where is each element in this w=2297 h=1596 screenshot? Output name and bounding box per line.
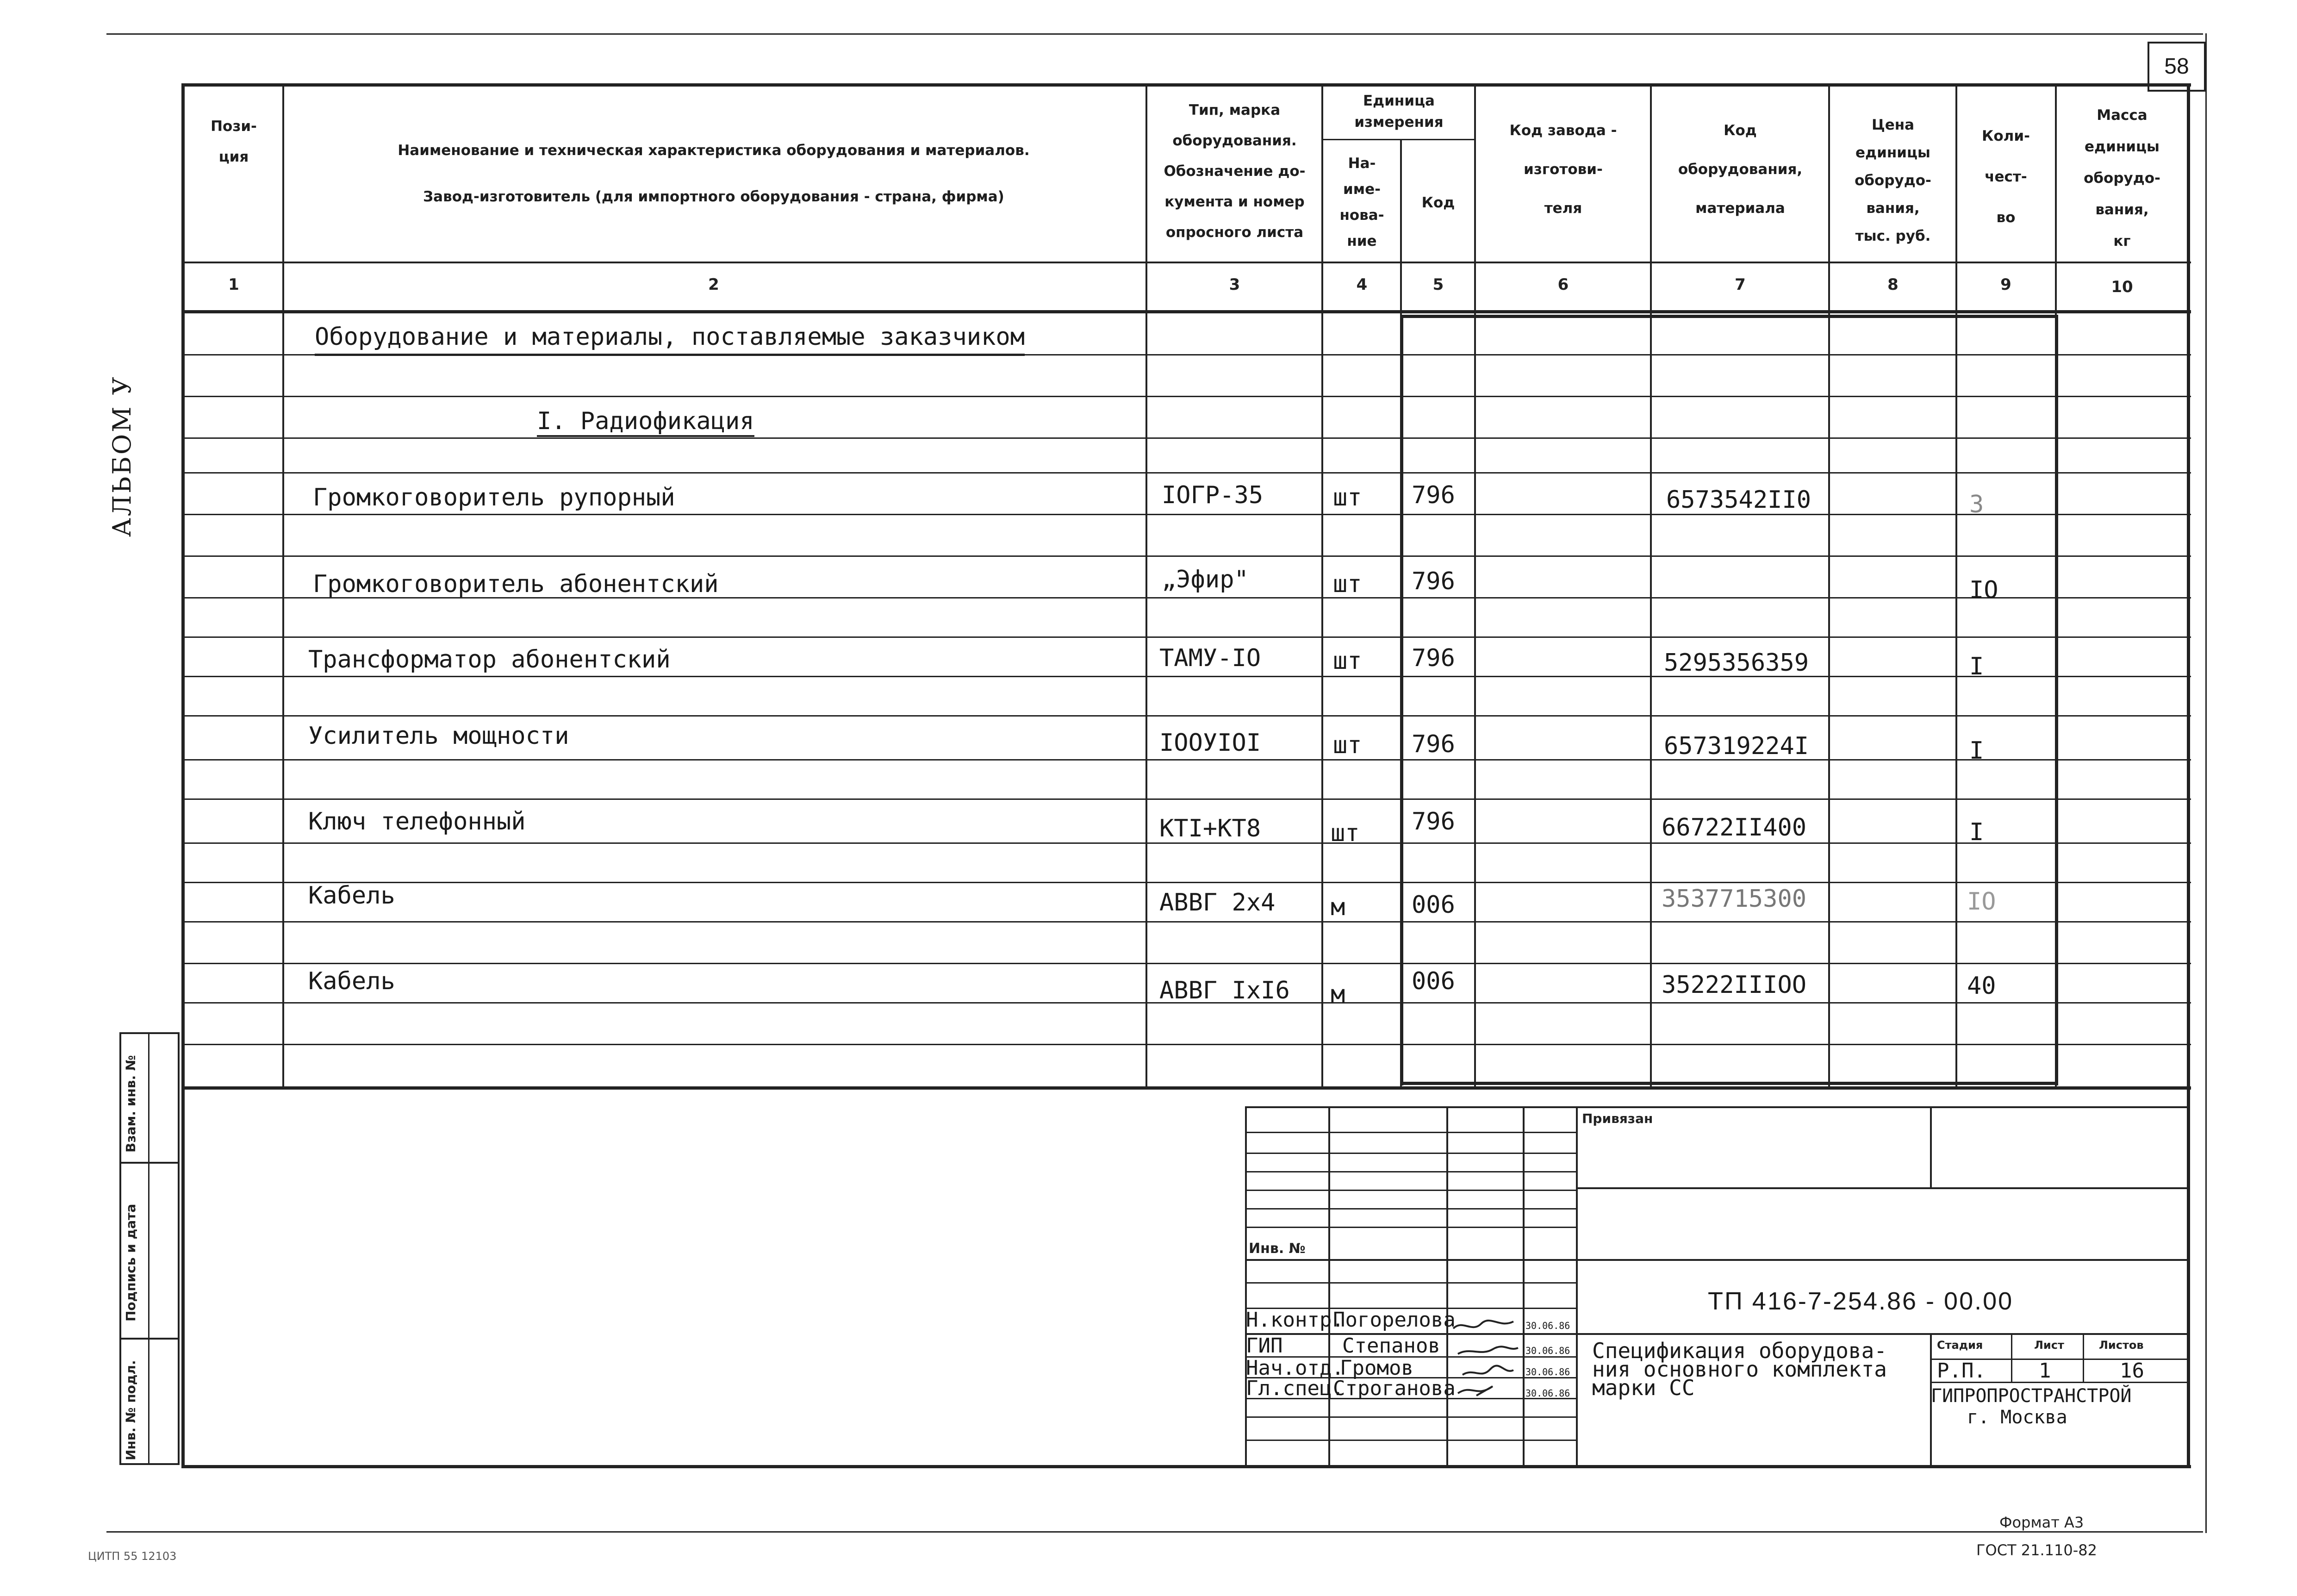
header-type: Тип, марка оборудования. Обозначение до- кумента и номер опросного листа <box>1164 102 1306 241</box>
header-position: Пози- ция <box>211 118 257 165</box>
name-nachotd: Громов <box>1340 1356 1413 1380</box>
role-nkontr: Н.контр. <box>1246 1308 1344 1332</box>
sheets-value: 16 <box>2120 1359 2144 1383</box>
stamp-vzam: Взам. инв. № <box>123 1055 138 1153</box>
signatures <box>1449 1310 1523 1398</box>
date-nachotd: 30.06.86 <box>1525 1366 1570 1378</box>
date-glspec: 30.06.86 <box>1525 1388 1570 1399</box>
header-quantity: Коли- чест- во <box>1982 128 2030 226</box>
stage-label: Стадия <box>1937 1339 1983 1352</box>
name-nkontr: Погорелова <box>1333 1308 1456 1332</box>
bottom-left-code: ЦИТП 55 12103 <box>88 1550 177 1563</box>
stage-value: Р.П. <box>1937 1359 1986 1383</box>
bottom-frame-line <box>106 1531 2203 1533</box>
description: Спецификация оборудова- ния основного комплекта марки СС <box>1592 1338 1887 1400</box>
header-price: Цена единицы оборудо- вания, тыс. руб. <box>1855 117 1931 244</box>
doc-code: ТП 416-7-254.86 - 00.00 <box>1708 1287 2014 1315</box>
header-equipment-code: Код оборудования, материала <box>1678 122 1803 217</box>
album-label: АЛЬБОМ У <box>107 375 137 537</box>
right-edge-line <box>2205 33 2207 1533</box>
gost-label: ГОСТ 21.110-82 <box>1976 1541 2097 1559</box>
organization: ГИПРОПРОСТРАНСТРОЙ <box>1931 1385 2132 1407</box>
city: г. Москва <box>1967 1407 2067 1428</box>
sheet-value: 1 <box>2039 1359 2051 1383</box>
sheets-label: Листов <box>2099 1339 2144 1352</box>
section-title: Оборудование и материалы, поставляемые заказчиком <box>315 323 1025 356</box>
name-glspec: Строганова <box>1333 1377 1456 1400</box>
date-gip: 30.06.86 <box>1525 1345 1570 1356</box>
stamp-inv: Инв. № подл. <box>123 1360 138 1460</box>
privyazan-label: Привязан <box>1582 1111 1653 1126</box>
role-nachotd: Нач.отд. <box>1246 1356 1344 1380</box>
format-label: Формат A3 <box>1999 1514 2084 1531</box>
date-nkontr: 30.06.86 <box>1525 1320 1570 1331</box>
role-glspec: Гл.спец. <box>1246 1377 1344 1400</box>
role-gip: ГИП <box>1246 1334 1283 1358</box>
page-number: 58 <box>2164 54 2189 79</box>
header-name: Наименование и техническая характеристика оборудования и материалов. Завод-изготовитель (для импортного оборудования - страна, фирма) <box>398 142 1030 205</box>
inv-no-label: Инв. № <box>1249 1241 1306 1257</box>
name-gip: Степанов <box>1342 1334 1440 1358</box>
header-mass: Масса единицы оборудо- вания, кг <box>2084 107 2160 249</box>
stamp-podpis: Подпись и дата <box>123 1203 138 1322</box>
top-guide-line <box>106 33 2203 35</box>
header-unit-name: На- име- нова- ние <box>1339 155 1384 249</box>
header-unit-code: Код <box>1421 194 1455 211</box>
sheet-label: Лист <box>2034 1339 2064 1352</box>
header-factory-code: Код завода - изготови- теля <box>1509 122 1617 217</box>
subsection-title: I. Радиофикация <box>537 407 754 437</box>
header-unit: Единица измерения <box>1354 93 1444 131</box>
